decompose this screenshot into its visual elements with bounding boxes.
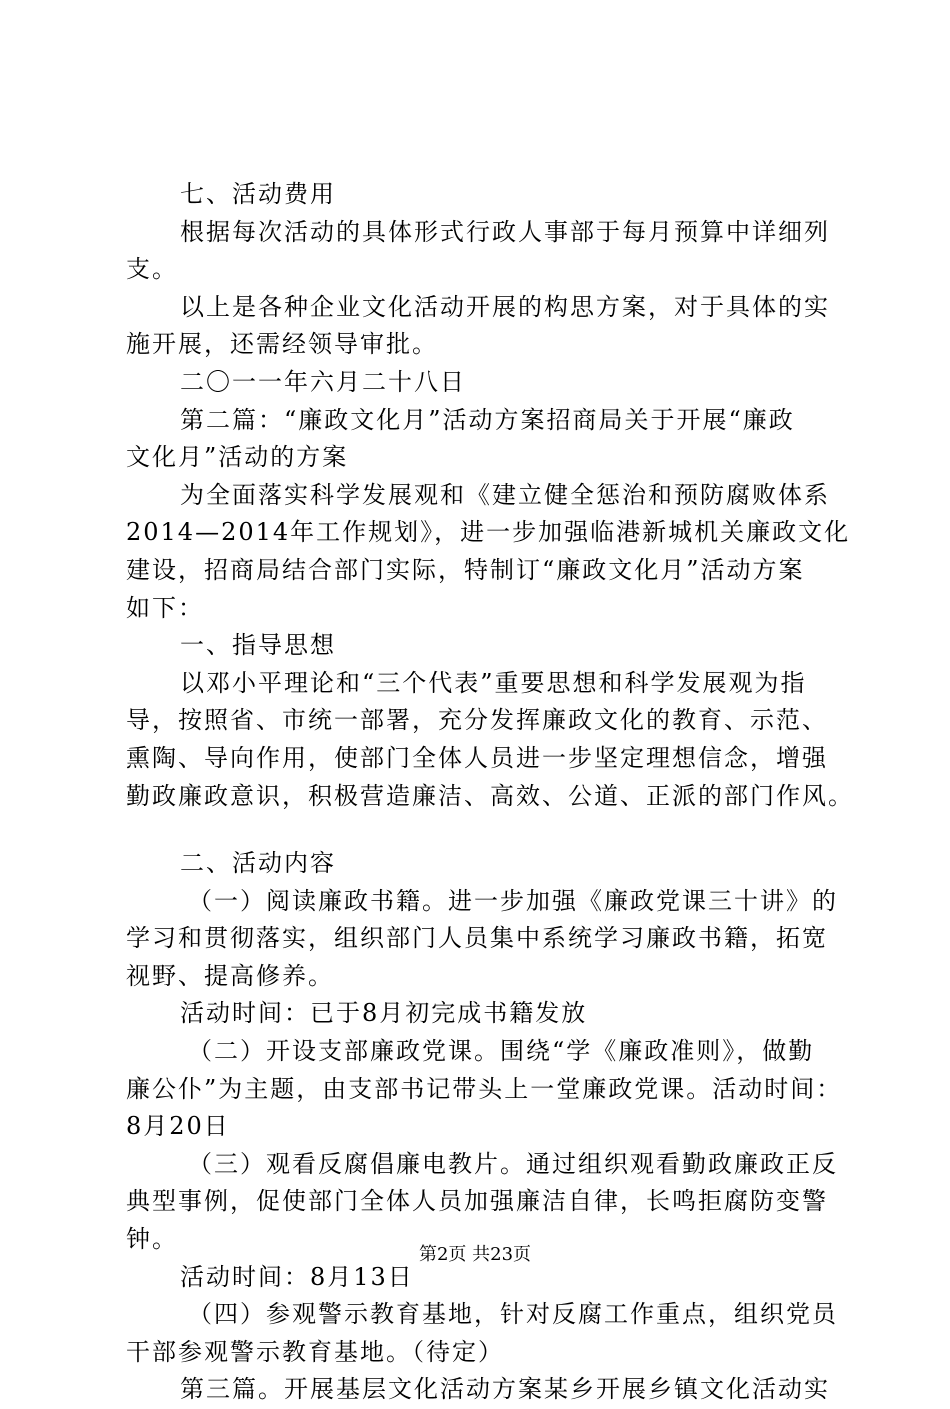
paragraph-line: 2014—2014年工作规划》，进一步加强临港新城机关廉政文化: [126, 518, 851, 547]
paragraph-line: 导，按照省、市统一部署，充分发挥廉政文化的教育、示范、: [126, 706, 828, 735]
paragraph-line: 勤政廉政意识，积极营造廉洁、高效、公道、正派的部门作风。: [126, 781, 854, 810]
paragraph-line: 视野、提高修养。: [126, 961, 334, 990]
paragraph-line: （一）阅读廉政书籍。进一步加强《廉政党课三十讲》的: [188, 886, 838, 915]
section-heading: 一、指导思想: [180, 631, 336, 660]
paragraph-line: 建设，招商局结合部门实际，特制订“廉政文化月”活动方案: [126, 555, 805, 584]
chapter-title: 第二篇：“廉政文化月”活动方案招商局关于开展“廉政: [180, 405, 795, 434]
paragraph-line: 如下：: [126, 593, 204, 622]
date-line: 二〇一一年六月二十八日: [180, 367, 466, 396]
paragraph-line: 施开展，还需经领导审批。: [126, 330, 438, 359]
section-heading: 二、活动内容: [180, 849, 336, 878]
paragraph-line: 廉公仆”为主题，由支部书记带头上一堂廉政党课。活动时间：: [126, 1074, 843, 1103]
paragraph-line: 根据每次活动的具体形式行政人事部于每月预算中详细列: [180, 217, 830, 246]
chapter-title: 文化月”活动的方案: [126, 443, 349, 472]
paragraph-line: 钟。: [126, 1225, 178, 1254]
chapter-title: 第三篇。开展基层文化活动方案某乡开展乡镇文化活动实: [180, 1375, 830, 1404]
paragraph-line: （四）参观警示教育基地，针对反腐工作重点，组织党员: [188, 1300, 838, 1329]
paragraph-gap: [126, 815, 836, 845]
paragraph-line: 学习和贯彻落实，组织部门人员集中系统学习廉政书籍，拓宽: [126, 924, 828, 953]
paragraph-line: 以邓小平理论和“三个代表”重要思想和科学发展观为指: [180, 668, 807, 697]
paragraph-line: 以上是各种企业文化活动开展的构思方案，对于具体的实: [180, 292, 830, 321]
paragraph-line: 干部参观警示教育基地。（待定）: [126, 1337, 504, 1366]
paragraph-line: 典型事例，促使部门全体人员加强廉洁自律，长鸣拒腐防变警: [126, 1187, 828, 1216]
paragraph-line: （三）观看反腐倡廉电教片。通过组织观看勤政廉政正反: [188, 1149, 838, 1178]
document-body: [126, 176, 854, 1409]
page-footer: 第2页 共23页: [418, 1244, 532, 1265]
activity-time: 活动时间：已于8月初完成书籍发放: [180, 999, 588, 1028]
paragraph-line: （二）开设支部廉政党课。围绕“学《廉政准则》，做勤: [188, 1037, 815, 1066]
activity-time: 活动时间：8月13日: [180, 1262, 414, 1291]
paragraph-line: 为全面落实科学发展观和《建立健全惩治和预防腐败体系: [180, 480, 830, 509]
paragraph-line: 熏陶、导向作用，使部门全体人员进一步坚定理想信念，增强: [126, 743, 828, 772]
section-heading: 七、活动费用: [180, 180, 336, 208]
paragraph-line: 8月20日: [126, 1112, 230, 1141]
paragraph-line: 支。: [126, 255, 178, 284]
